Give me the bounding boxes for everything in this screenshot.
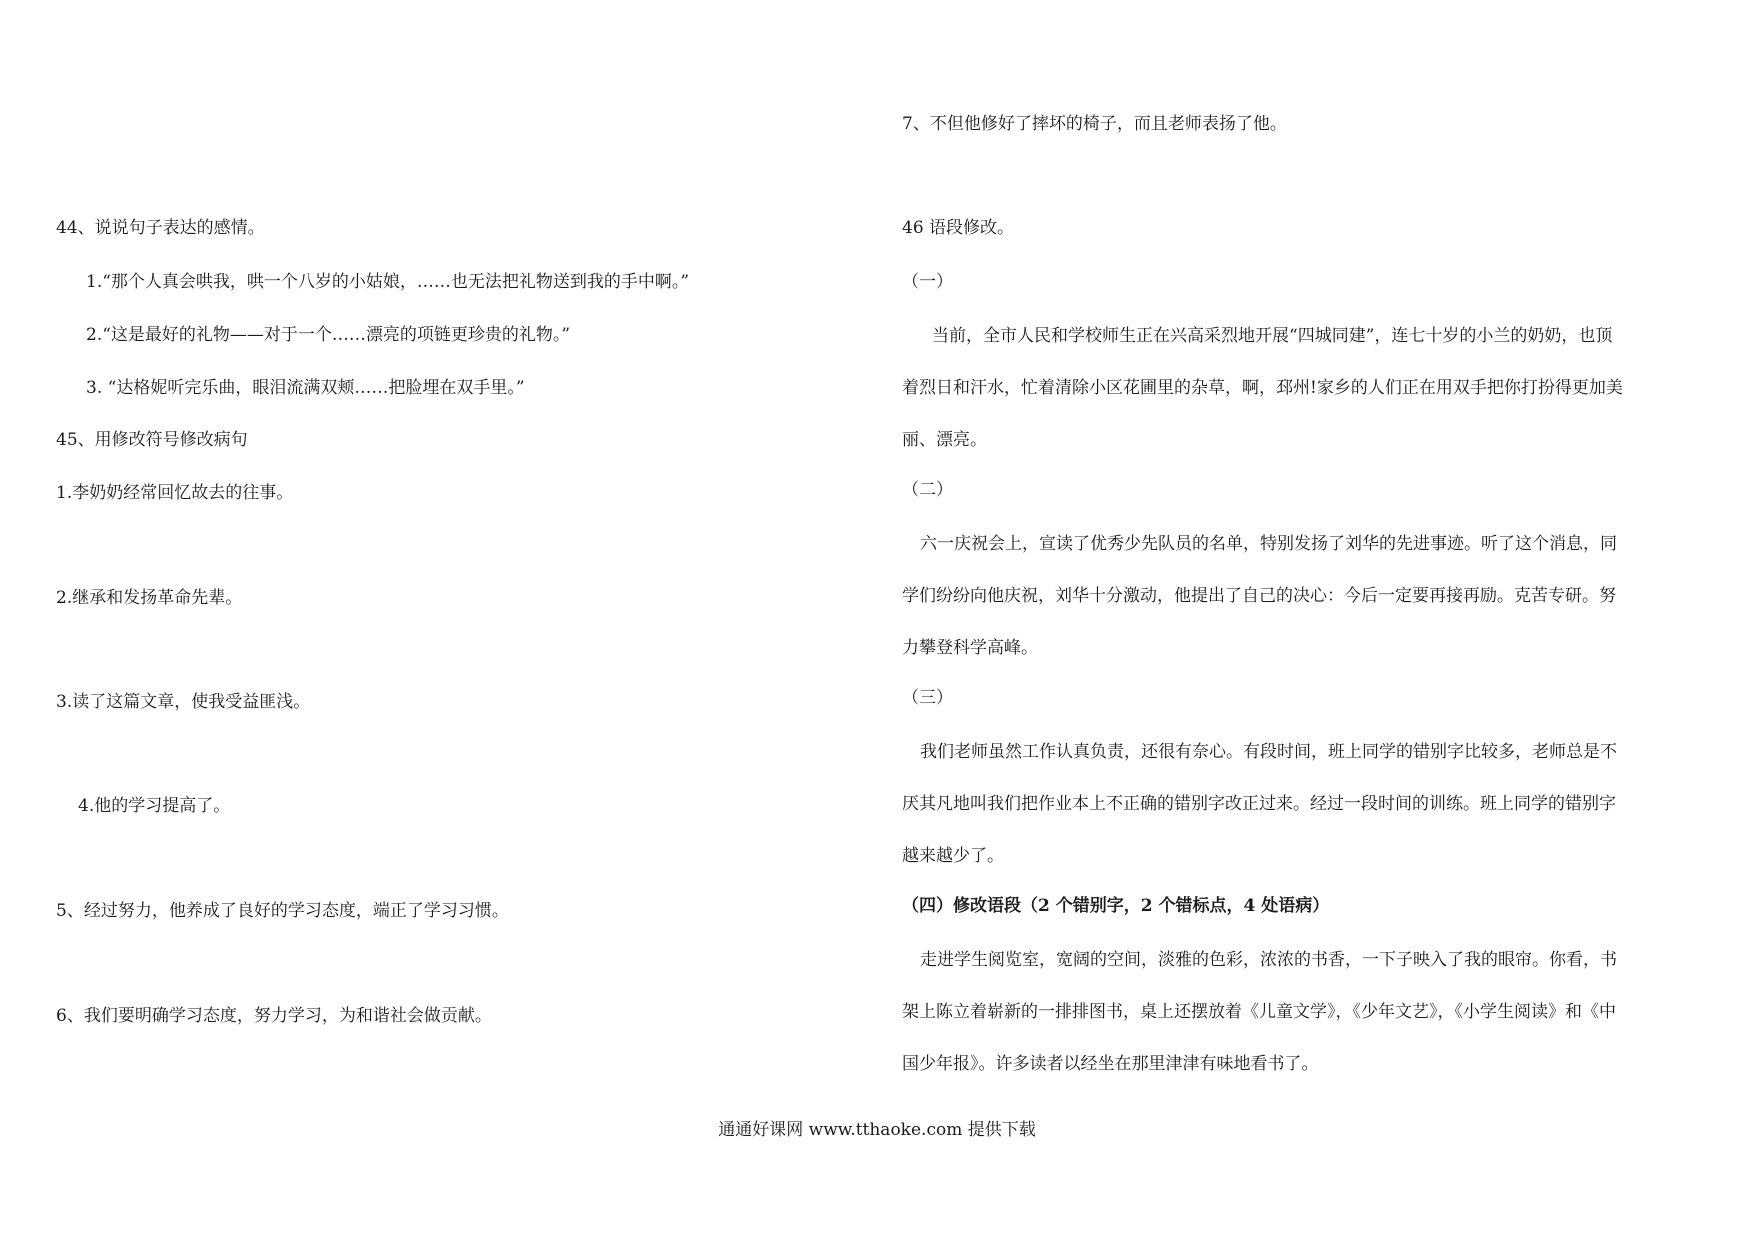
section-4-paragraph xyxy=(902,934,1712,1090)
section-1-label: （一） xyxy=(902,272,953,292)
question-45-title: 45、用修改符号修改病句 xyxy=(56,430,248,450)
question-44-item-3: 3. “达格妮听完乐曲，眼泪流满双颊……把脸埋在双手里。” xyxy=(86,378,525,398)
section-1-line-2: 着烈日和汗水，忙着清除小区花圃里的杂草，啊，邳州!家乡的人们正在用双手把你打扮得更加美 xyxy=(902,378,1623,398)
page-footer: 通通好课网 www.tthaoke.com 提供下载 xyxy=(718,1120,1036,1140)
section-1-paragraph xyxy=(902,310,1712,466)
section-4-heading: （四）修改语段（2 个错别字，2 个错标点，4 处语病） xyxy=(902,896,1330,916)
section-1-line-3: 丽、漂亮。 xyxy=(902,430,987,450)
question-44-item-1: 1.“那个人真会哄我，哄一个八岁的小姑娘，……也无法把礼物送到我的手中啊。” xyxy=(86,272,690,292)
section-3-paragraph xyxy=(902,726,1712,882)
section-3-label: （三） xyxy=(902,688,953,708)
question-45-item-7: 7、不但他修好了摔坏的椅子，而且老师表扬了他。 xyxy=(902,114,1287,134)
question-44-item-2: 2.“这是最好的礼物——对于一个……漂亮的项链更珍贵的礼物。” xyxy=(86,325,571,345)
section-3-line-2: 厌其凡地叫我们把作业本上不正确的错别字改正过来。经过一段时间的训练。班上同学的错别字 xyxy=(902,794,1616,814)
question-44-title: 44、说说句子表达的感情。 xyxy=(56,218,265,238)
question-45-item-1: 1.李奶奶经常回忆故去的往事。 xyxy=(56,483,294,503)
section-4-line-3: 国少年报》。许多读者以经坐在那里津津有味地看书了。 xyxy=(902,1054,1319,1074)
question-45-item-6: 6、我们要明确学习态度，努力学习，为和谐社会做贡献。 xyxy=(56,1006,492,1026)
question-45-item-3: 3.读了这篇文章，使我受益匪浅。 xyxy=(56,692,311,712)
question-45-item-5: 5、经过努力，他养成了良好的学习态度，端正了学习习惯。 xyxy=(56,901,509,921)
section-1-line-1: 当前，全市人民和学校师生正在兴高采烈地开展“四城同建”，连七十岁的小兰的奶奶，也顶 xyxy=(932,326,1613,346)
section-2-line-1: 六一庆祝会上，宣读了优秀少先队员的名单，特别发扬了刘华的先进事迹。听了这个消息，同 xyxy=(920,534,1617,554)
section-2-label: （二） xyxy=(902,480,953,500)
section-2-paragraph xyxy=(902,518,1712,674)
section-2-line-3: 力攀登科学高峰。 xyxy=(902,638,1038,658)
section-4-line-1: 走进学生阅览室，宽阔的空间，淡雅的色彩，浓浓的书香，一下子映入了我的眼帘。你看，书 xyxy=(920,950,1617,970)
question-45-item-2: 2.继承和发扬革命先辈。 xyxy=(56,588,243,608)
section-2-line-2: 学们纷纷向他庆祝，刘华十分激动，他提出了自己的决心：今后一定要再接再励。克苦专研。努 xyxy=(902,586,1616,606)
question-46-title: 46 语段修改。 xyxy=(902,218,1015,238)
question-45-item-4: 4.他的学习提高了。 xyxy=(78,796,231,816)
section-3-line-1: 我们老师虽然工作认真负责，还很有奈心。有段时间，班上同学的错别字比较多，老师总是不 xyxy=(920,742,1617,762)
section-3-line-3: 越来越少了。 xyxy=(902,846,1004,866)
section-4-line-2: 架上陈立着崭新的一排排图书，桌上还摆放着《儿童文学》，《少年文艺》，《小学生阅读》和《中 xyxy=(902,1002,1616,1022)
